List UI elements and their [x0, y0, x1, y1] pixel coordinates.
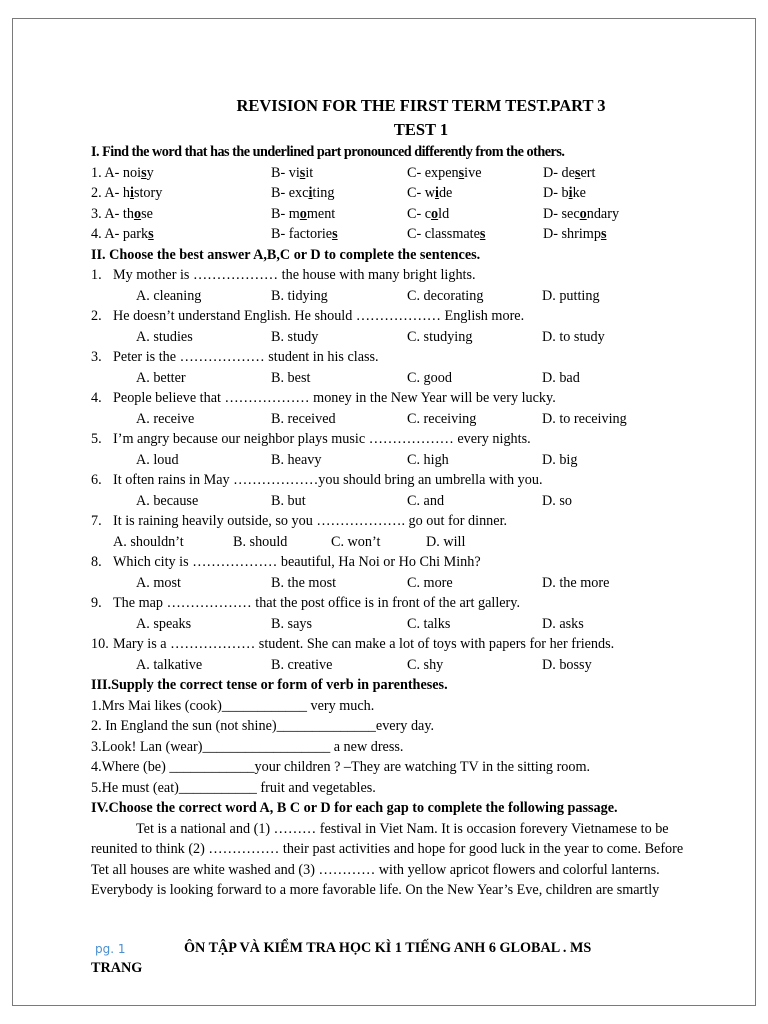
pronunciation-row — [91, 204, 731, 225]
answer-option: A. most — [136, 574, 181, 591]
section3-heading: III.Supply the correct tense or form of verb in parentheses. — [91, 677, 448, 693]
section1-rows — [91, 163, 731, 245]
word-prefix: D- shrimp — [543, 226, 601, 242]
question-text: Peter is the ……………… student in his class. — [113, 349, 379, 365]
answer-option: A. because — [136, 492, 199, 509]
word-option — [543, 224, 606, 245]
underlined-letters: i — [130, 185, 134, 201]
answer-option: B. received — [271, 410, 336, 427]
answer-option: B. tidying — [271, 287, 328, 304]
page-number: pg. 1 — [95, 942, 126, 956]
word-prefix: B- vi — [271, 164, 300, 181]
answer-option: A. speaks — [136, 615, 192, 632]
footer-title: ÔN TẬP VÀ KIỂM TRA HỌC KÌ 1 TIẾNG ANH 6 GLOBAL . MS — [184, 940, 592, 956]
word-prefix: B- exc — [271, 185, 309, 201]
verb-exercise-line: 5.He must (eat)___________ fruit and vegetables. — [91, 779, 376, 796]
answer-option: D. bad — [542, 369, 580, 386]
question-number: 6. — [91, 472, 102, 488]
section1-heading: I. Find the word that has the underlined part pronounced differently from the others. — [91, 144, 565, 160]
pronunciation-row — [91, 183, 731, 204]
question-text: Which city is ……………… beautiful, Ha Noi or Ho Chi Minh? — [113, 554, 481, 570]
word-option — [271, 183, 334, 204]
answer-option: B. says — [271, 615, 312, 632]
answer-option: C. more — [407, 574, 453, 591]
word-option — [407, 163, 482, 184]
verb-exercise-line: 4.Where (be) ____________your children ? –They are watching TV in the sitting room. — [91, 759, 591, 775]
word-option — [407, 183, 452, 204]
word-prefix: 3. A- th — [91, 205, 134, 222]
answer-option: D. to study — [542, 328, 605, 345]
underlined-letters: i — [434, 185, 439, 201]
question-text: He doesn’t understand English. He should ……………… English more. — [113, 308, 525, 324]
underlined-letters: i — [568, 185, 573, 201]
word-option — [543, 204, 619, 225]
word-suffix: y — [146, 164, 154, 181]
question-line — [91, 593, 731, 614]
question-number: 3. — [91, 349, 102, 365]
question-line — [91, 388, 731, 409]
word-prefix: 2. A- h — [91, 185, 131, 201]
options-row — [91, 655, 731, 676]
options-row — [91, 450, 731, 471]
word-prefix: D- de — [543, 164, 575, 181]
answer-option: B. but — [271, 492, 306, 509]
word-option — [407, 224, 485, 245]
passage-line: Tet all houses are white washed and (3) ………… with yellow apricot flowers and colorful lanterns. — [91, 861, 660, 878]
verb-exercise-line: 1.Mrs Mai likes (cook)____________ very much. — [91, 697, 375, 714]
answer-option: B. heavy — [271, 451, 322, 468]
word-prefix: D- sec — [543, 205, 580, 222]
underlined-letters: o — [133, 205, 142, 222]
answer-option: C. receiving — [407, 410, 477, 427]
question-number: 2. — [91, 308, 102, 324]
word-option — [271, 163, 313, 184]
word-option — [543, 183, 586, 204]
section4-heading: IV.Choose the correct word A, B C or D for each gap to complete the following passage. — [91, 800, 618, 816]
word-prefix: C- c — [407, 205, 432, 222]
underlined-letters: s — [479, 226, 486, 242]
question-number: 8. — [91, 554, 102, 570]
pronunciation-row — [91, 163, 731, 184]
word-option — [91, 204, 153, 225]
section3-lines — [91, 696, 731, 799]
word-prefix: 1. A- noi — [91, 164, 142, 181]
passage-line: reunited to think (2) …………… their past activities and hope for good luck in the year to come. Before — [91, 841, 684, 857]
underlined-letters: o — [579, 205, 587, 222]
question-number: 4. — [91, 390, 102, 406]
question-line — [91, 429, 731, 450]
passage-line: Everybody is looking forward to a more favorable life. On the New Year’s Eve, children are smartly — [91, 882, 660, 898]
section2-heading: II. Choose the best answer A,B,C or D to complete the sentences. — [91, 246, 481, 263]
word-suffix: it — [305, 164, 314, 181]
word-suffix: ive — [464, 164, 482, 181]
answer-option: A. cleaning — [136, 287, 202, 304]
underlined-letters: s — [600, 226, 607, 242]
answer-option: D. so — [542, 492, 572, 509]
underlined-letters: o — [431, 205, 439, 222]
underlined-letters: s — [458, 164, 465, 181]
answer-option: B. the most — [271, 574, 337, 591]
options-row — [91, 327, 731, 348]
underlined-letters: s — [141, 164, 147, 181]
question-line — [91, 265, 731, 286]
options-row — [91, 409, 731, 430]
answer-option: B. should — [233, 533, 288, 550]
options-row — [91, 573, 731, 594]
word-option — [543, 163, 595, 184]
underlined-letters: s — [332, 226, 338, 242]
question-text: It is raining heavily outside, so you ………………. go out for dinner. — [113, 513, 508, 529]
word-suffix: ld — [438, 205, 450, 222]
word-suffix: ndary — [586, 205, 620, 222]
document-title: REVISION FOR THE FIRST TERM TEST.PART 3 — [236, 96, 606, 115]
word-option — [271, 224, 338, 245]
answer-option: C. studying — [407, 328, 473, 345]
answer-option: C. and — [407, 492, 445, 509]
test-subtitle: TEST 1 — [393, 120, 449, 139]
passage-line: Tet is a national and (1) ……… festival in Viet Nam. It is occasion forevery Vietnamese to be — [136, 820, 669, 837]
options-row — [91, 491, 731, 512]
answer-option: D. putting — [542, 287, 600, 304]
word-prefix: B- m — [271, 205, 300, 222]
answer-option: A. studies — [136, 328, 193, 345]
answer-option: D. to receiving — [542, 410, 627, 427]
word-prefix: C- classmate — [407, 226, 480, 242]
question-number: 7. — [91, 513, 102, 529]
question-line — [91, 552, 731, 573]
answer-option: C. talks — [407, 615, 451, 632]
question-number: 5. — [91, 431, 102, 447]
underlined-letters: i — [308, 185, 313, 201]
answer-option: C. decorating — [407, 287, 484, 304]
answer-option: D. the more — [542, 574, 610, 591]
options-row — [91, 368, 731, 389]
question-text: My mother is ……………… the house with many bright lights. — [113, 267, 476, 283]
word-option — [407, 204, 449, 225]
word-suffix: se — [141, 205, 153, 222]
word-suffix: de — [438, 185, 453, 201]
answer-option: D. big — [542, 451, 578, 468]
answer-option: B. creative — [271, 656, 333, 673]
verb-exercise-line: 3.Look! Lan (wear)__________________ a new dress. — [91, 738, 404, 755]
answer-option: C. won’t — [331, 533, 381, 550]
answer-option: A. better — [136, 369, 186, 386]
answer-option: D. bossy — [542, 656, 592, 673]
word-suffix: ting — [312, 185, 335, 201]
question-text: People believe that ……………… money in the New Year will be very lucky. — [113, 390, 556, 406]
question-number: 10. — [91, 636, 109, 652]
word-option — [91, 183, 162, 204]
underlined-letters: o — [299, 205, 307, 222]
section2-questions — [91, 265, 731, 675]
answer-option: A. shouldn’t — [113, 533, 184, 550]
pronunciation-row — [91, 224, 731, 245]
answer-option: A. talkative — [136, 656, 203, 673]
word-prefix: C- w — [407, 185, 435, 201]
question-line — [91, 306, 731, 327]
question-text: Mary is a ……………… student. She can make a lot of toys with papers for her friends. — [113, 636, 615, 652]
answer-option: B. best — [271, 369, 311, 386]
word-suffix: story — [133, 185, 163, 201]
options-row — [91, 614, 731, 635]
word-option — [271, 204, 335, 225]
underlined-letters: s — [148, 226, 154, 242]
word-prefix: 4. A- park — [91, 226, 149, 242]
footer-title-continued: TRANG — [91, 960, 143, 976]
answer-option: A. receive — [136, 410, 195, 427]
options-row — [91, 532, 731, 553]
answer-option: D. will — [426, 533, 466, 550]
word-suffix: ke — [572, 185, 586, 201]
question-text: It often rains in May ………………you should bring an umbrella with you. — [113, 472, 543, 488]
question-line — [91, 347, 731, 368]
answer-option: D. asks — [542, 615, 584, 632]
word-option — [91, 224, 154, 245]
verb-exercise-line: 2. In England the sun (not shine)______________every day. — [91, 718, 435, 734]
question-line — [91, 634, 731, 655]
question-text: I’m angry because our neighbor plays music ……………… every nights. — [113, 431, 531, 447]
answer-option: B. study — [271, 328, 319, 345]
question-number: 9. — [91, 595, 102, 611]
word-suffix: ment — [306, 205, 336, 222]
answer-option: C. shy — [407, 656, 444, 673]
answer-option: A. loud — [136, 451, 179, 468]
question-line — [91, 470, 731, 491]
section4-passage — [91, 819, 731, 901]
document-body — [91, 94, 731, 901]
underlined-letters: s — [574, 164, 581, 181]
answer-option: C. high — [407, 451, 449, 468]
question-number: 1. — [91, 267, 102, 283]
question-line — [91, 511, 731, 532]
word-prefix: D- b — [543, 185, 569, 201]
answer-option: C. good — [407, 369, 452, 386]
word-prefix: B- factorie — [271, 226, 333, 242]
underlined-letters: s — [299, 164, 306, 181]
word-option — [91, 163, 154, 184]
word-suffix: ert — [580, 164, 596, 181]
question-text: The map ……………… that the post office is in front of the art gallery. — [113, 595, 521, 611]
word-prefix: C- expen — [407, 164, 459, 181]
options-row — [91, 286, 731, 307]
